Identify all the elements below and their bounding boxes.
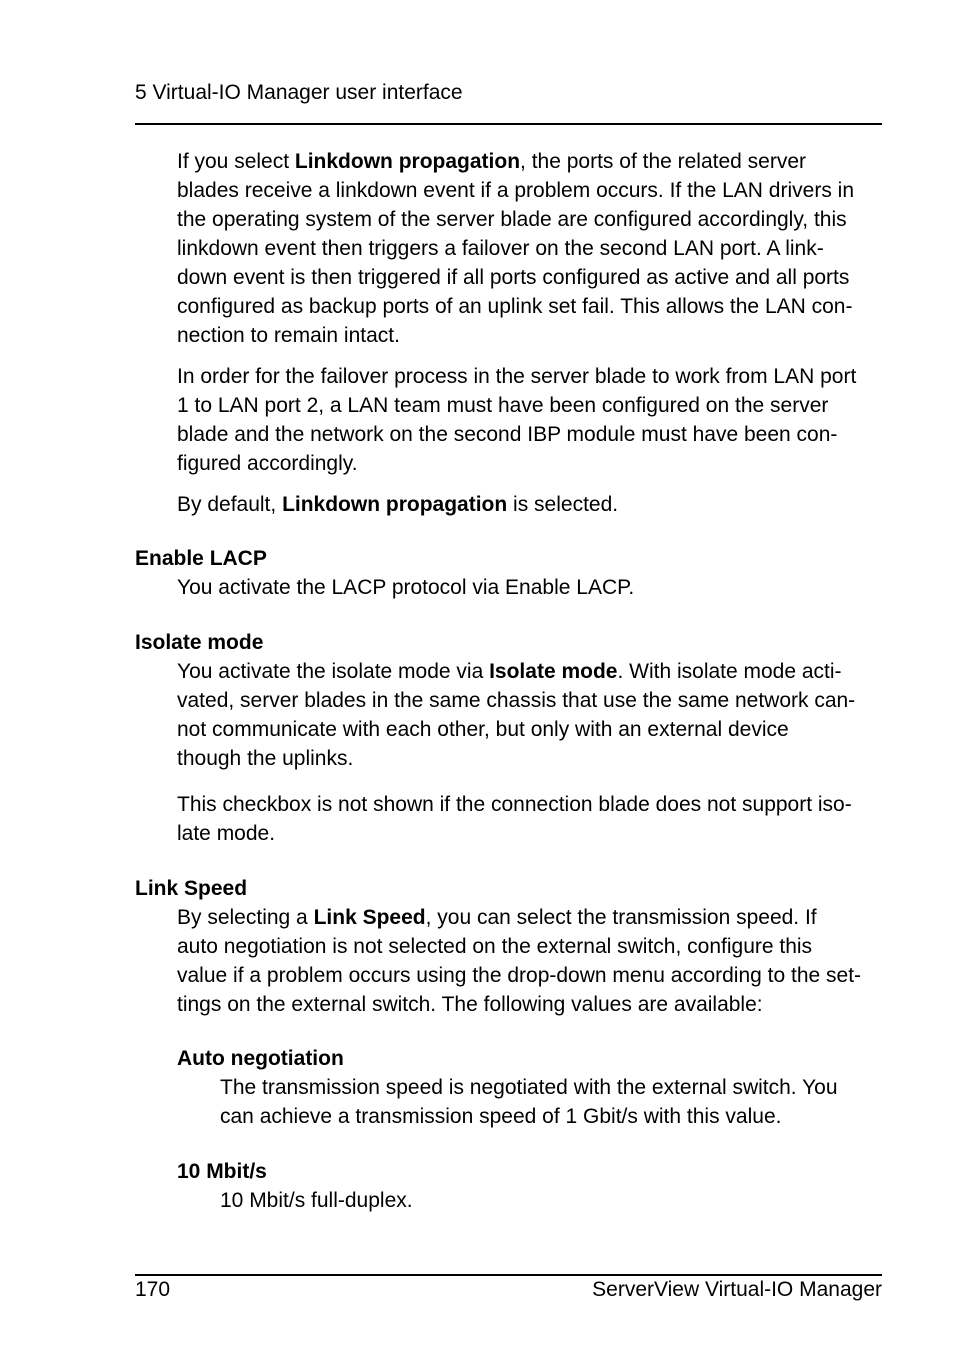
- emphasis: Link Speed: [313, 906, 426, 929]
- page-number: 170: [135, 1278, 171, 1301]
- isolate-paragraph-2: This checkbox is not shown if the connection blade does not support iso- late mode.: [177, 793, 852, 845]
- text: You activate the isolate mode via: [177, 660, 490, 683]
- text: , you can select the transmission speed. If auto negotiation is not selected on the external switch, configure this value if a problem occurs using the drop-down menu according to the set- tings on the external switch. The following values are available:: [177, 906, 862, 1016]
- link-speed-paragraph: [177, 903, 889, 1019]
- isolate-paragraph-1: [177, 657, 889, 773]
- emphasis: Linkdown propagation: [294, 150, 521, 173]
- header-rule: [135, 123, 882, 125]
- term-link-speed: Link Speed: [135, 877, 248, 900]
- term-isolate-mode: Isolate mode: [135, 631, 264, 654]
- text: If you select: [177, 150, 295, 173]
- linkdown-paragraph-1: [177, 147, 889, 350]
- term-enable-lacp: Enable LACP: [135, 547, 267, 570]
- text: By default,: [177, 493, 283, 516]
- running-header: 5 Virtual-IO Manager user interface: [135, 81, 463, 104]
- term-auto-negotiation: Auto negotiation: [177, 1047, 344, 1070]
- text: . With isolate mode acti- vated, server blades in the same chassis that use the same network can- not communicate with each other, but only with an external device though the uplinks.: [177, 660, 856, 770]
- term-10-mbit: 10 Mbit/s: [177, 1160, 267, 1183]
- text: , the ports of the related server blades receive a linkdown event if a problem occurs. If the LAN drivers in the operating system of the server blade are configured accordingly, this linkdown event then triggers a failover on the second LAN port. A link- down event is then triggered if all ports configured as active and all ports configured as backup ports of an uplink set fail. This allows the LAN con- nection to remain intact.: [177, 150, 854, 347]
- text: is selected.: [507, 493, 619, 516]
- lacp-description: You activate the LACP protocol via Enable LACP.: [177, 576, 635, 599]
- emphasis: Isolate mode: [489, 660, 618, 683]
- 10-mbit-description: 10 Mbit/s full-duplex.: [220, 1189, 413, 1212]
- auto-negotiation-description: The transmission speed is negotiated with the external switch. You can achieve a transmission speed of 1 Gbit/s with this value.: [220, 1076, 838, 1128]
- footer-product-name: ServerView Virtual-IO Manager: [592, 1278, 882, 1301]
- text: By selecting a: [177, 906, 314, 929]
- linkdown-paragraph-3: [177, 490, 889, 519]
- linkdown-paragraph-2: In order for the failover process in the server blade to work from LAN port 1 to LAN port 2, a LAN team must have been configured on the server blade and the network on the second IBP module must have been con- figured accordingly.: [177, 365, 857, 475]
- emphasis: Linkdown propagation: [282, 493, 508, 516]
